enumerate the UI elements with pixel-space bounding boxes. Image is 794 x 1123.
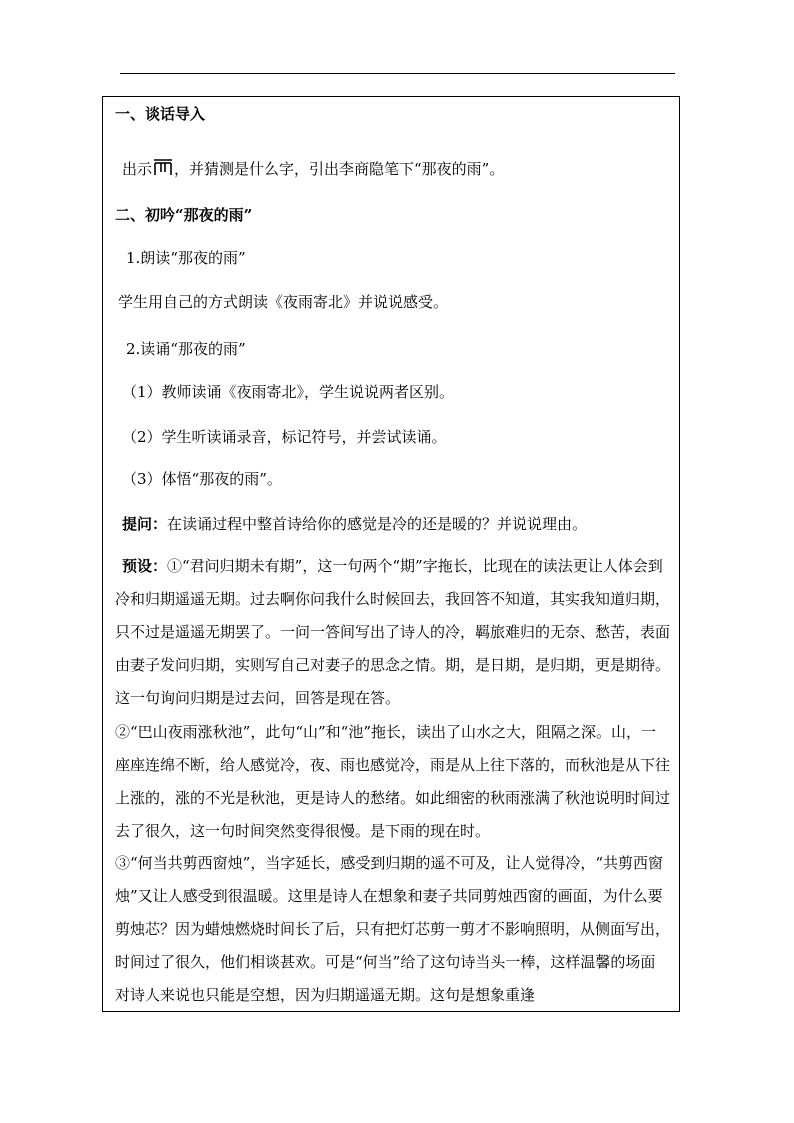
section1-line: [122, 158, 504, 181]
preset-label: 预设：: [122, 557, 168, 575]
step2-text: （2）学生听读诵录音，标记符号，并尝试读诵。: [122, 428, 447, 446]
preset2-text: ②“巴山夜雨涨秋池”，此句“山”和“池”拖长，读出了山水之大，阻隔之深。山，一座座连绵不断，给人感觉冷，夜、雨也感觉冷，雨是从上往下落的，而秋池是从下往上涨的，涨的不光是秋池，更是诗人的愁绪。如此细密的秋雨涨满了秋池说明时间过去了很久，这一句时间突然变得很慢。是下雨的现在时。: [115, 723, 671, 840]
subsection1-text: 学生用自己的方式朗读《夜雨寄北》并说说感受。: [118, 293, 449, 311]
preset1-paragraph: [115, 550, 670, 715]
question-text: 在读诵过程中整首诗给你的感觉是冷的还是暖的？并说说理由。: [167, 515, 588, 533]
question-label: 提问：: [122, 515, 168, 533]
preset3-paragraph: [115, 847, 670, 1012]
preset2-paragraph: [115, 716, 670, 848]
section1-heading: 一、谈话导入: [115, 105, 206, 123]
preset3-text: ③“何当共剪西窗烛”，当字延长，感受到归期的遥不可及，让人觉得冷，“共剪西窗烛”又让人感受到很温暖。这里是诗人在想象和妻子共同剪烛西窗的画面，为什么要剪烛芯？因为蜡烛燃烧时间长了后，只有把灯芯剪一剪才不影响照明，从侧面写出，时间过了很久，他们相谈甚欢。可是“何当”给了这句诗当头一棒，这样温馨的场面对诗人来说也只能是空想，因为归期遥遥无期。这句是想象重逢: [115, 854, 670, 1004]
section2-heading: 二、初吟“那夜的雨”: [115, 206, 253, 224]
section1-text-before: 出示: [122, 160, 153, 178]
header-rule: [120, 73, 675, 74]
step1-text: （1）教师读诵《夜雨寄北》，学生说说两者区别。: [122, 383, 455, 401]
preset1-text: ①“君问归期未有期”，这一句两个“期”字拖长，比现在的读法更让人体会到冷和归期遥遥无期。过去啊你问我什么时候回去，我回答不知道，其实我知道归期，只不过是遥遥无期罢了。一问一答间写出了诗人的冷，羁旅难归的无奈、愁苦，表面由妻子发问归期，实则写自己对妻子的思念之情。期，是日期，是归期，更是期待。这一句询问归期是过去问，回答是现在答。: [115, 557, 671, 707]
oracle-rain-glyph-icon: [153, 158, 173, 181]
section1-text-after: ，并猜测是什么字，引出李商隐笔下“那夜的雨”。: [174, 160, 505, 178]
question-line: [122, 514, 587, 534]
step3-text: （3）体悟“那夜的雨”。: [122, 470, 282, 488]
subsection2-heading: 2.读诵“那夜的雨”: [126, 340, 246, 358]
subsection1-heading: 1.朗读“那夜的雨”: [126, 249, 246, 267]
